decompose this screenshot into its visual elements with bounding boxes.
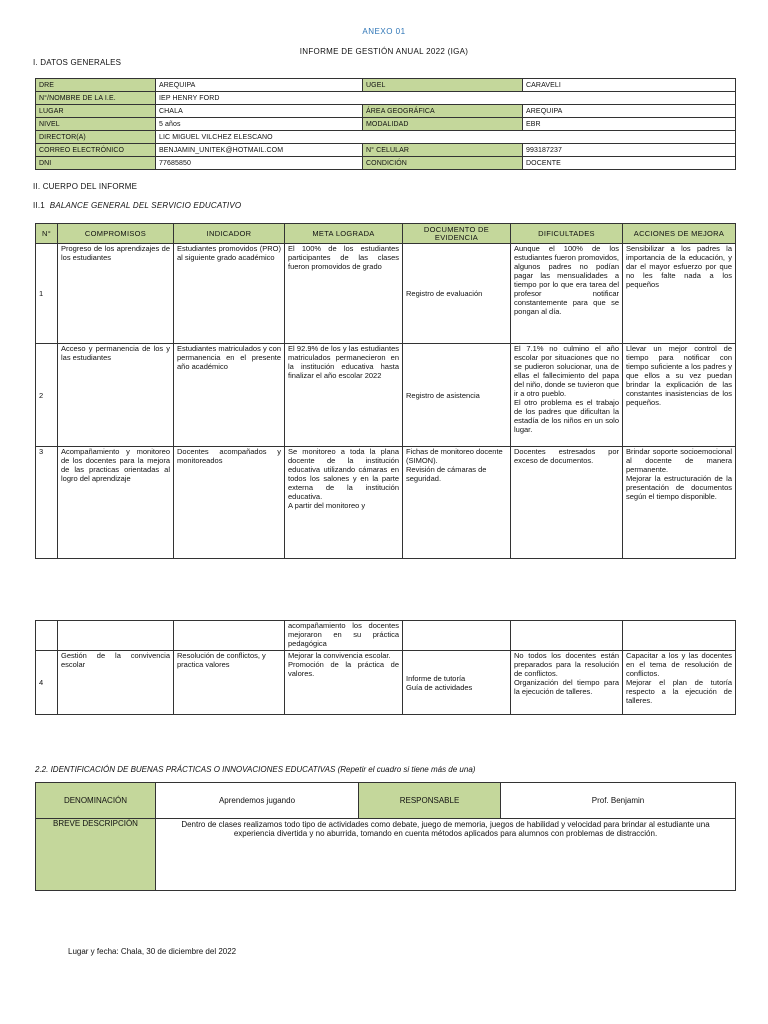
area-label: ÁREA GEOGRÁFICA bbox=[363, 105, 523, 118]
col-header-meta: META LOGRADA bbox=[285, 224, 403, 244]
responsable-value: Prof. Benjamin bbox=[501, 783, 736, 819]
row-num: 3 bbox=[36, 447, 58, 559]
section-cuerpo-informe: II. CUERPO DEL INFORME bbox=[33, 182, 138, 191]
documento-item: Fichas de monitoreo docente (SIMON). bbox=[406, 447, 503, 465]
row-acciones: Llevar un mejor control de tiempo para notificar con tiempo suficiente a los padres y que ellos a su vez puedan brindar la explicación de las constantes inasistencias de los pequeños. bbox=[623, 344, 736, 447]
col-header-compromisos: COMPROMISOS bbox=[58, 224, 174, 244]
dni-label: DNI bbox=[36, 157, 156, 170]
row-documento bbox=[403, 447, 511, 559]
table-row bbox=[36, 79, 736, 92]
nivel-label: NIVEL bbox=[36, 118, 156, 131]
denominacion-label: DENOMINACIÓN bbox=[36, 783, 156, 819]
section-balance-number: II.1 bbox=[33, 201, 45, 210]
table-row bbox=[36, 105, 736, 118]
row-dificultades bbox=[511, 344, 623, 447]
report-title: INFORME DE GESTIÓN ANUAL 2022 (IGA) bbox=[299, 47, 469, 56]
accion-item: Brindar soporte socioemocional al docente de manera permanente. bbox=[626, 447, 732, 474]
accion-item: Mejorar el plan de tutoría respecto a la ejecución de talleres. bbox=[626, 678, 732, 705]
celular-value: 993187237 bbox=[523, 144, 736, 157]
accion-item: Capacitar a los y las docentes en el tema de resolución de conflictos. bbox=[626, 651, 732, 678]
denominacion-value: Aprendemos jugando bbox=[156, 783, 359, 819]
meta-item: Mejorar la convivencia escolar. bbox=[288, 651, 391, 660]
table-row bbox=[36, 144, 736, 157]
row-indicador: Estudiantes matriculados y con permanencia en el presente año académico bbox=[174, 344, 285, 447]
table-header-row bbox=[36, 224, 736, 244]
dificultad-item: El 7.1% no culmino el año escolar por situaciones que no se pudieron solucionar, una de ellas el fallecimiento del papa del niño, donde se tuvieron que ir a otro pueblo. bbox=[514, 344, 619, 398]
accion-item: Mejorar la estructuración de la presentación de documentos según el tiempo disponible. bbox=[626, 474, 732, 501]
ie-value: IEP HENRY FORD bbox=[156, 92, 736, 105]
col-header-indicador: INDICADOR bbox=[174, 224, 285, 244]
descripcion-label: BREVE DESCRIPCIÓN bbox=[36, 819, 156, 891]
row-num: 4 bbox=[36, 651, 58, 715]
documento-item: Guía de actividades bbox=[406, 682, 473, 692]
row-documento bbox=[403, 651, 511, 715]
ugel-value: CARAVELI bbox=[523, 79, 736, 92]
row-documento: Registro de evaluación bbox=[403, 244, 511, 344]
section-datos-generales: I. DATOS GENERALES bbox=[33, 58, 122, 67]
ie-label: N°/NOMBRE DE LA I.E. bbox=[36, 92, 156, 105]
row-compromiso: Acompañamiento y monitoreo de los docentes para la mejora de las practicas orientadas al logro del aprendizaje bbox=[58, 447, 174, 559]
modalidad-label: MODALIDAD bbox=[363, 118, 523, 131]
table-row bbox=[36, 157, 736, 170]
meta-item: A partir del monitoreo y bbox=[288, 501, 366, 510]
row-compromiso: Gestión de la convivencia escolar bbox=[58, 651, 174, 715]
row-dificultades: Aunque el 100% de los estudiantes fueron promovidos, algunos padres no podían pagar las mensualidades a tiempo por lo que era tarea del profesor notificar constantemente para que se pongan al día. bbox=[511, 244, 623, 344]
table-row bbox=[36, 783, 736, 819]
row-meta: El 100% de los estudiantes participantes de las clases fueron promovidos de grado bbox=[285, 244, 403, 344]
row-compromiso: Progreso de los aprendizajes de los estudiantes bbox=[58, 244, 174, 344]
row-num: 1 bbox=[36, 244, 58, 344]
lugar-label: LUGAR bbox=[36, 105, 156, 118]
lugar-fecha: Lugar y fecha: Chala, 30 de diciembre del 2022 bbox=[68, 947, 237, 956]
condicion-value: DOCENTE bbox=[523, 157, 736, 170]
director-value: LIC MIGUEL VILCHEZ ELESCANO bbox=[156, 131, 736, 144]
datos-generales-table bbox=[35, 78, 736, 170]
celular-label: N° CELULAR bbox=[363, 144, 523, 157]
table-row bbox=[36, 621, 736, 651]
section-balance-title: BALANCE GENERAL DEL SERVICIO EDUCATIVO bbox=[49, 201, 242, 210]
row-acciones bbox=[623, 447, 736, 559]
meta-item: Promoción de la práctica de valores. bbox=[288, 660, 399, 678]
correo-label: CORREO ELECTRÓNICO bbox=[36, 144, 156, 157]
row-documento: Registro de asistencia bbox=[403, 344, 511, 447]
col-header-dificultades: DIFICULTADES bbox=[511, 224, 623, 244]
correo-value: BENJAMIN_UNITEK@HOTMAIL.COM bbox=[156, 144, 363, 157]
col-header-acciones: ACCIONES DE MEJORA bbox=[623, 224, 736, 244]
row-dificultades bbox=[511, 651, 623, 715]
table-row bbox=[36, 118, 736, 131]
table-row bbox=[36, 244, 736, 344]
row-indicador: Estudiantes promovidos (PRO) al siguiente grado académico bbox=[174, 244, 285, 344]
documento-item: Revisión de cámaras de seguridad. bbox=[406, 465, 487, 483]
col-header-num: N° bbox=[36, 224, 58, 244]
balance-table-continued bbox=[35, 620, 736, 715]
area-value: AREQUIPA bbox=[523, 105, 736, 118]
row-meta: El 92.9% de los y las estudiantes matriculados permanecieron en la institución educativa hasta finalizar el año escolar 2022 bbox=[285, 344, 403, 447]
row-compromiso: Acceso y permanencia de los y las estudiantes bbox=[58, 344, 174, 447]
row-acciones: Sensibilizar a los padres la importancia de la educación, y dar el mayor esfuerzo por que no les falte nada a los pequeños bbox=[623, 244, 736, 344]
dificultad-item: No todos los docentes están preparados para la resolución de conflictos. bbox=[514, 651, 619, 678]
modalidad-value: EBR bbox=[523, 118, 736, 131]
row-acciones bbox=[623, 651, 736, 715]
table-row bbox=[36, 819, 736, 891]
row-indicador: Resolución de conflictos, y practica valores bbox=[174, 651, 285, 715]
dre-label: DRE bbox=[36, 79, 156, 92]
table-row bbox=[36, 447, 736, 559]
meta-item: Se monitoreo a toda la plana docente de la institución educativa utilizando cámaras en todos los salones y en la parte externa de la institución educativa. bbox=[288, 447, 399, 501]
section-buenas-practicas-title: 2.2. IDENTIFICACIÓN DE BUENAS PRÁCTICAS O INNOVACIONES EDUCATIVAS bbox=[35, 765, 336, 774]
ugel-label: UGEL bbox=[363, 79, 523, 92]
row-meta-continued: acompañamiento los docentes mejoraron en su práctica pedagógica bbox=[285, 621, 403, 651]
director-label: DIRECTOR(A) bbox=[36, 131, 156, 144]
row-dificultades: Docentes estresados por exceso de documentos. bbox=[511, 447, 623, 559]
section-buenas-practicas bbox=[35, 765, 475, 774]
section-buenas-practicas-subtitle: (Repetir el cuadro si tiene más de una) bbox=[337, 765, 476, 774]
dificultad-item: Organización del tiempo para la ejecución de talleres. bbox=[514, 678, 619, 696]
row-meta bbox=[285, 651, 403, 715]
lugar-value: CHALA bbox=[156, 105, 363, 118]
annex-title: ANEXO 01 bbox=[362, 27, 406, 36]
descripcion-value: Dentro de clases realizamos todo tipo de actividades como debate, juego de memoria, juegos de habilidad y velocidad para brindar al estudiante una experiencia divertida y no aburrida, tomando en cuenta métodos aplicados para alumnos con problemas de distracción. bbox=[156, 819, 736, 891]
condicion-label: CONDICIÓN bbox=[363, 157, 523, 170]
responsable-label: RESPONSABLE bbox=[359, 783, 501, 819]
section-balance bbox=[33, 201, 241, 210]
dre-value: AREQUIPA bbox=[156, 79, 363, 92]
table-row bbox=[36, 651, 736, 715]
dificultad-item: El otro problema es el trabajo de los padres que dificultan la estadía de los niños en un solo lugar. bbox=[514, 398, 619, 434]
documento-item: Informe de tutoría bbox=[406, 673, 466, 683]
row-meta bbox=[285, 447, 403, 559]
dni-value: 77685850 bbox=[156, 157, 363, 170]
row-num: 2 bbox=[36, 344, 58, 447]
row-indicador: Docentes acompañados y monitoreados bbox=[174, 447, 285, 559]
nivel-value: 5 años bbox=[156, 118, 363, 131]
buenas-practicas-table bbox=[35, 782, 736, 891]
table-row bbox=[36, 344, 736, 447]
col-header-documento: DOCUMENTO DE EVIDENCIA bbox=[403, 224, 511, 244]
table-row bbox=[36, 92, 736, 105]
balance-table bbox=[35, 223, 736, 559]
table-row bbox=[36, 131, 736, 144]
